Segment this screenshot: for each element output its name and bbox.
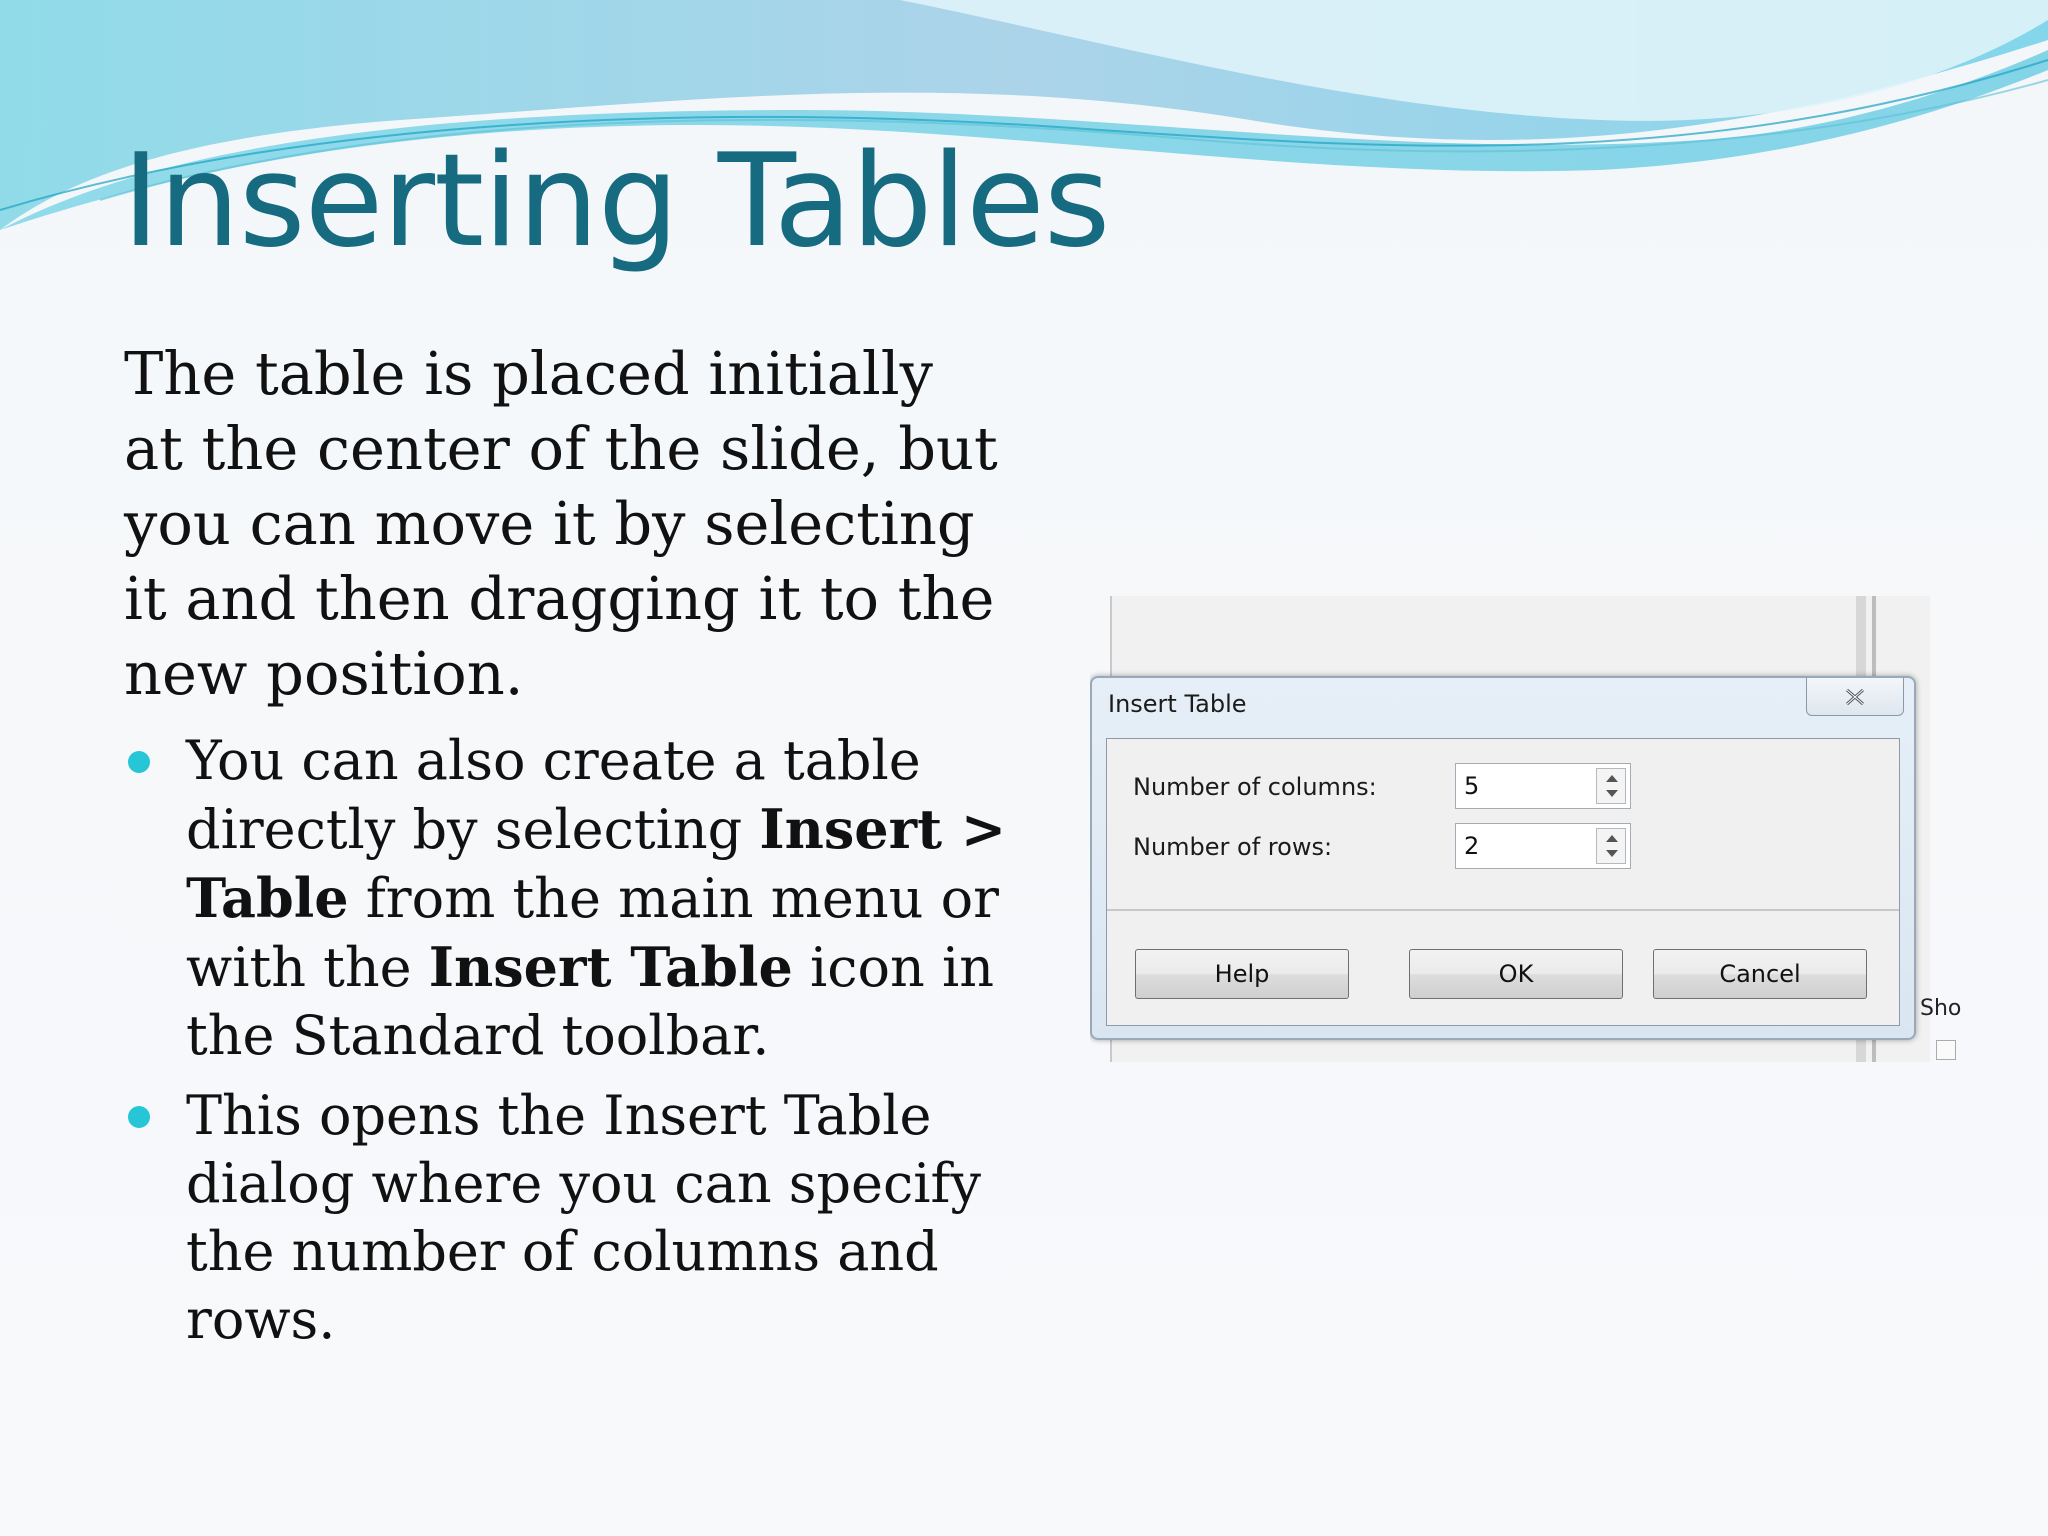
cancel-button[interactable]: Cancel [1653, 949, 1867, 999]
background-checkbox[interactable] [1936, 1040, 1956, 1060]
insert-table-dialog [1090, 676, 1916, 1040]
bullet-bold-text: Insert > Table [186, 797, 1007, 930]
rows-spin-buttons[interactable] [1596, 828, 1626, 864]
bullet-item [124, 1082, 1014, 1354]
columns-label: Number of columns: [1133, 773, 1377, 801]
columns-spinbox[interactable] [1455, 763, 1631, 809]
columns-value: 5 [1464, 772, 1480, 800]
close-icon [1844, 688, 1866, 706]
columns-spin-buttons[interactable] [1596, 768, 1626, 804]
spin-up-icon[interactable] [1606, 775, 1618, 782]
slide-title: Inserting Tables [122, 127, 1110, 276]
spin-up-icon[interactable] [1606, 835, 1618, 842]
rows-value: 2 [1464, 832, 1480, 860]
spin-down-icon[interactable] [1606, 790, 1618, 797]
ok-button[interactable]: OK [1409, 949, 1623, 999]
bullet-text: You can also create a table directly by selecting [186, 729, 921, 861]
bullet-text: from the main menu or with the [186, 867, 999, 999]
bullet-bold-text: Insert Table [428, 935, 793, 999]
spin-down-icon[interactable] [1606, 850, 1618, 857]
dialog-screenshot [1090, 596, 1962, 1062]
dialog-content [1106, 738, 1900, 1026]
bullet-item [124, 727, 1014, 1070]
dialog-title: Insert Table [1108, 690, 1247, 718]
dialog-divider [1107, 909, 1899, 911]
help-button[interactable]: Help [1135, 949, 1349, 999]
close-button[interactable] [1806, 678, 1904, 716]
bullet-dot-icon [128, 751, 150, 773]
rows-label: Number of rows: [1133, 833, 1333, 861]
background-label: Sho [1920, 996, 1962, 1021]
bullet-text: This opens the Insert Table dialog where you can specify the number of columns and rows. [186, 1084, 982, 1351]
body-paragraph: The table is placed initially at the center of the slide, but you can move it by selecting it and then dragging it to the new position. [124, 339, 998, 708]
rows-spinbox[interactable] [1455, 823, 1631, 869]
bullet-list [124, 727, 1014, 1366]
bullet-dot-icon [128, 1106, 150, 1128]
bullet-text: icon in the Standard toolbar. [186, 936, 995, 1067]
